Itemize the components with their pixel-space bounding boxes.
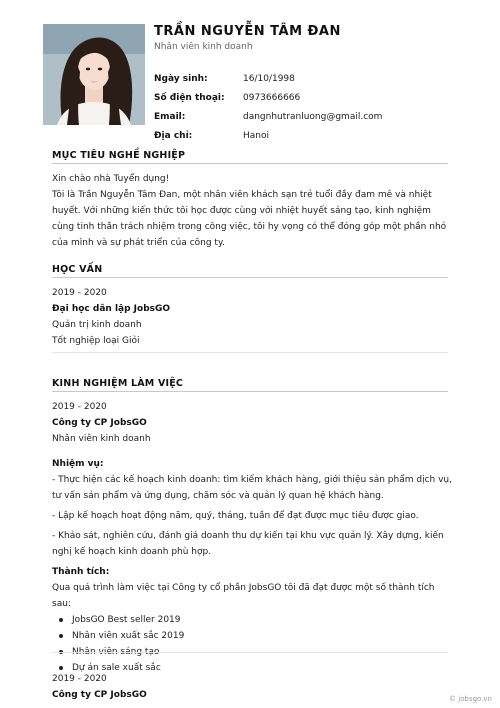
profile-photo	[43, 24, 145, 125]
duty-item: - Khảo sát, nghiên cứu, đánh giá doanh thu dự kiến tại khu vực quản lý. Xây dựng, kiến nghị kế hoạch kinh doanh phù hợp.	[52, 531, 444, 557]
experience-entry	[52, 671, 452, 703]
job-period: 2019 - 2020	[52, 674, 107, 684]
achievement-item: JobsGO Best seller 2019	[72, 612, 452, 628]
duty-item: - Lập kế hoạch hoạt động năm, quý, tháng, tuần để đạt được mục tiêu được giao.	[52, 511, 419, 521]
info-value: dangnhutranluong@gmail.com	[243, 111, 383, 122]
duty-item: - Thực hiện các kế hoạch kinh doanh: tìm kiếm khách hàng, giới thiệu sản phẩm dịch vụ, tư vấn sản phẩm và ứng dụng, chăm sóc và quản lý quan hệ khách hàng.	[52, 475, 452, 501]
info-value: 16/10/1998	[243, 73, 295, 84]
objective-body: Tôi là Trần Nguyễn Tâm Đan, một nhân viên khách sạn trẻ tuổi đầy đam mê và nhiệt huyết. Với những kiến thức tôi học được cùng với nhiệt huyết sáng tạo, kinh nghiệm cùng tinh thần trách nhiệm trong công việc, tôi hy vọng có thể đóng góp một phần nhỏ của mình và sự phát triển của công ty.	[52, 190, 447, 248]
experience-entry	[52, 399, 452, 676]
achievements-label: Thành tích:	[52, 567, 110, 577]
info-value: Hanoi	[243, 130, 269, 141]
achievement-item: Nhân viên xuất sắc 2019	[72, 628, 452, 644]
duties-label: Nhiệm vụ:	[52, 459, 104, 469]
info-label: Ngày sinh:	[154, 73, 208, 84]
job-period: 2019 - 2020	[52, 402, 107, 412]
objective-greeting: Xin chào nhà Tuyển dụng!	[52, 174, 170, 184]
divider	[52, 352, 448, 353]
achievements-intro: Qua quá trình làm việc tại Công ty cổ phần JobsGO tôi đã đạt được một số thành tích sau:	[52, 583, 435, 609]
education-result: Tốt nghiệp loại Giỏi	[52, 336, 140, 346]
info-label: Số điện thoại:	[154, 92, 225, 103]
watermark: © jobsgo.vn	[449, 695, 492, 703]
achievements-list	[52, 612, 452, 676]
job-role: Nhân viên kinh doanh	[52, 434, 151, 444]
achievement-item: Nhân viên sáng tạo	[72, 644, 452, 660]
education-period: 2019 - 2020	[52, 288, 107, 298]
section-heading-experience: KINH NGHIỆM LÀM VIỆC	[52, 378, 448, 392]
candidate-name: TRẦN NGUYỄN TÂM ĐAN	[154, 24, 341, 39]
info-value: 0973666666	[243, 92, 301, 103]
education-major: Quản trị kinh doanh	[52, 320, 142, 330]
education-entry	[52, 285, 452, 349]
info-row-address	[154, 126, 454, 145]
info-row-email	[154, 107, 454, 126]
info-row-phone	[154, 88, 454, 107]
profile-photo-image	[43, 24, 145, 125]
info-label: Email:	[154, 111, 186, 122]
education-school: Đại học dân lập JobsGO	[52, 304, 171, 314]
achievement-item: Dự án sale xuất sắc	[72, 660, 452, 676]
candidate-position: Nhân viên kinh doanh	[154, 42, 253, 52]
info-label: Địa chỉ:	[154, 130, 193, 141]
info-row-birthdate	[154, 69, 454, 88]
personal-info	[154, 69, 454, 145]
divider	[52, 652, 448, 653]
job-company: Công ty CP JobsGO	[52, 418, 147, 428]
job-company: Công ty CP JobsGO	[52, 690, 147, 700]
section-heading-objective: MỤC TIÊU NGHỀ NGHIỆP	[52, 150, 448, 164]
section-heading-education: HỌC VẤN	[52, 264, 448, 278]
